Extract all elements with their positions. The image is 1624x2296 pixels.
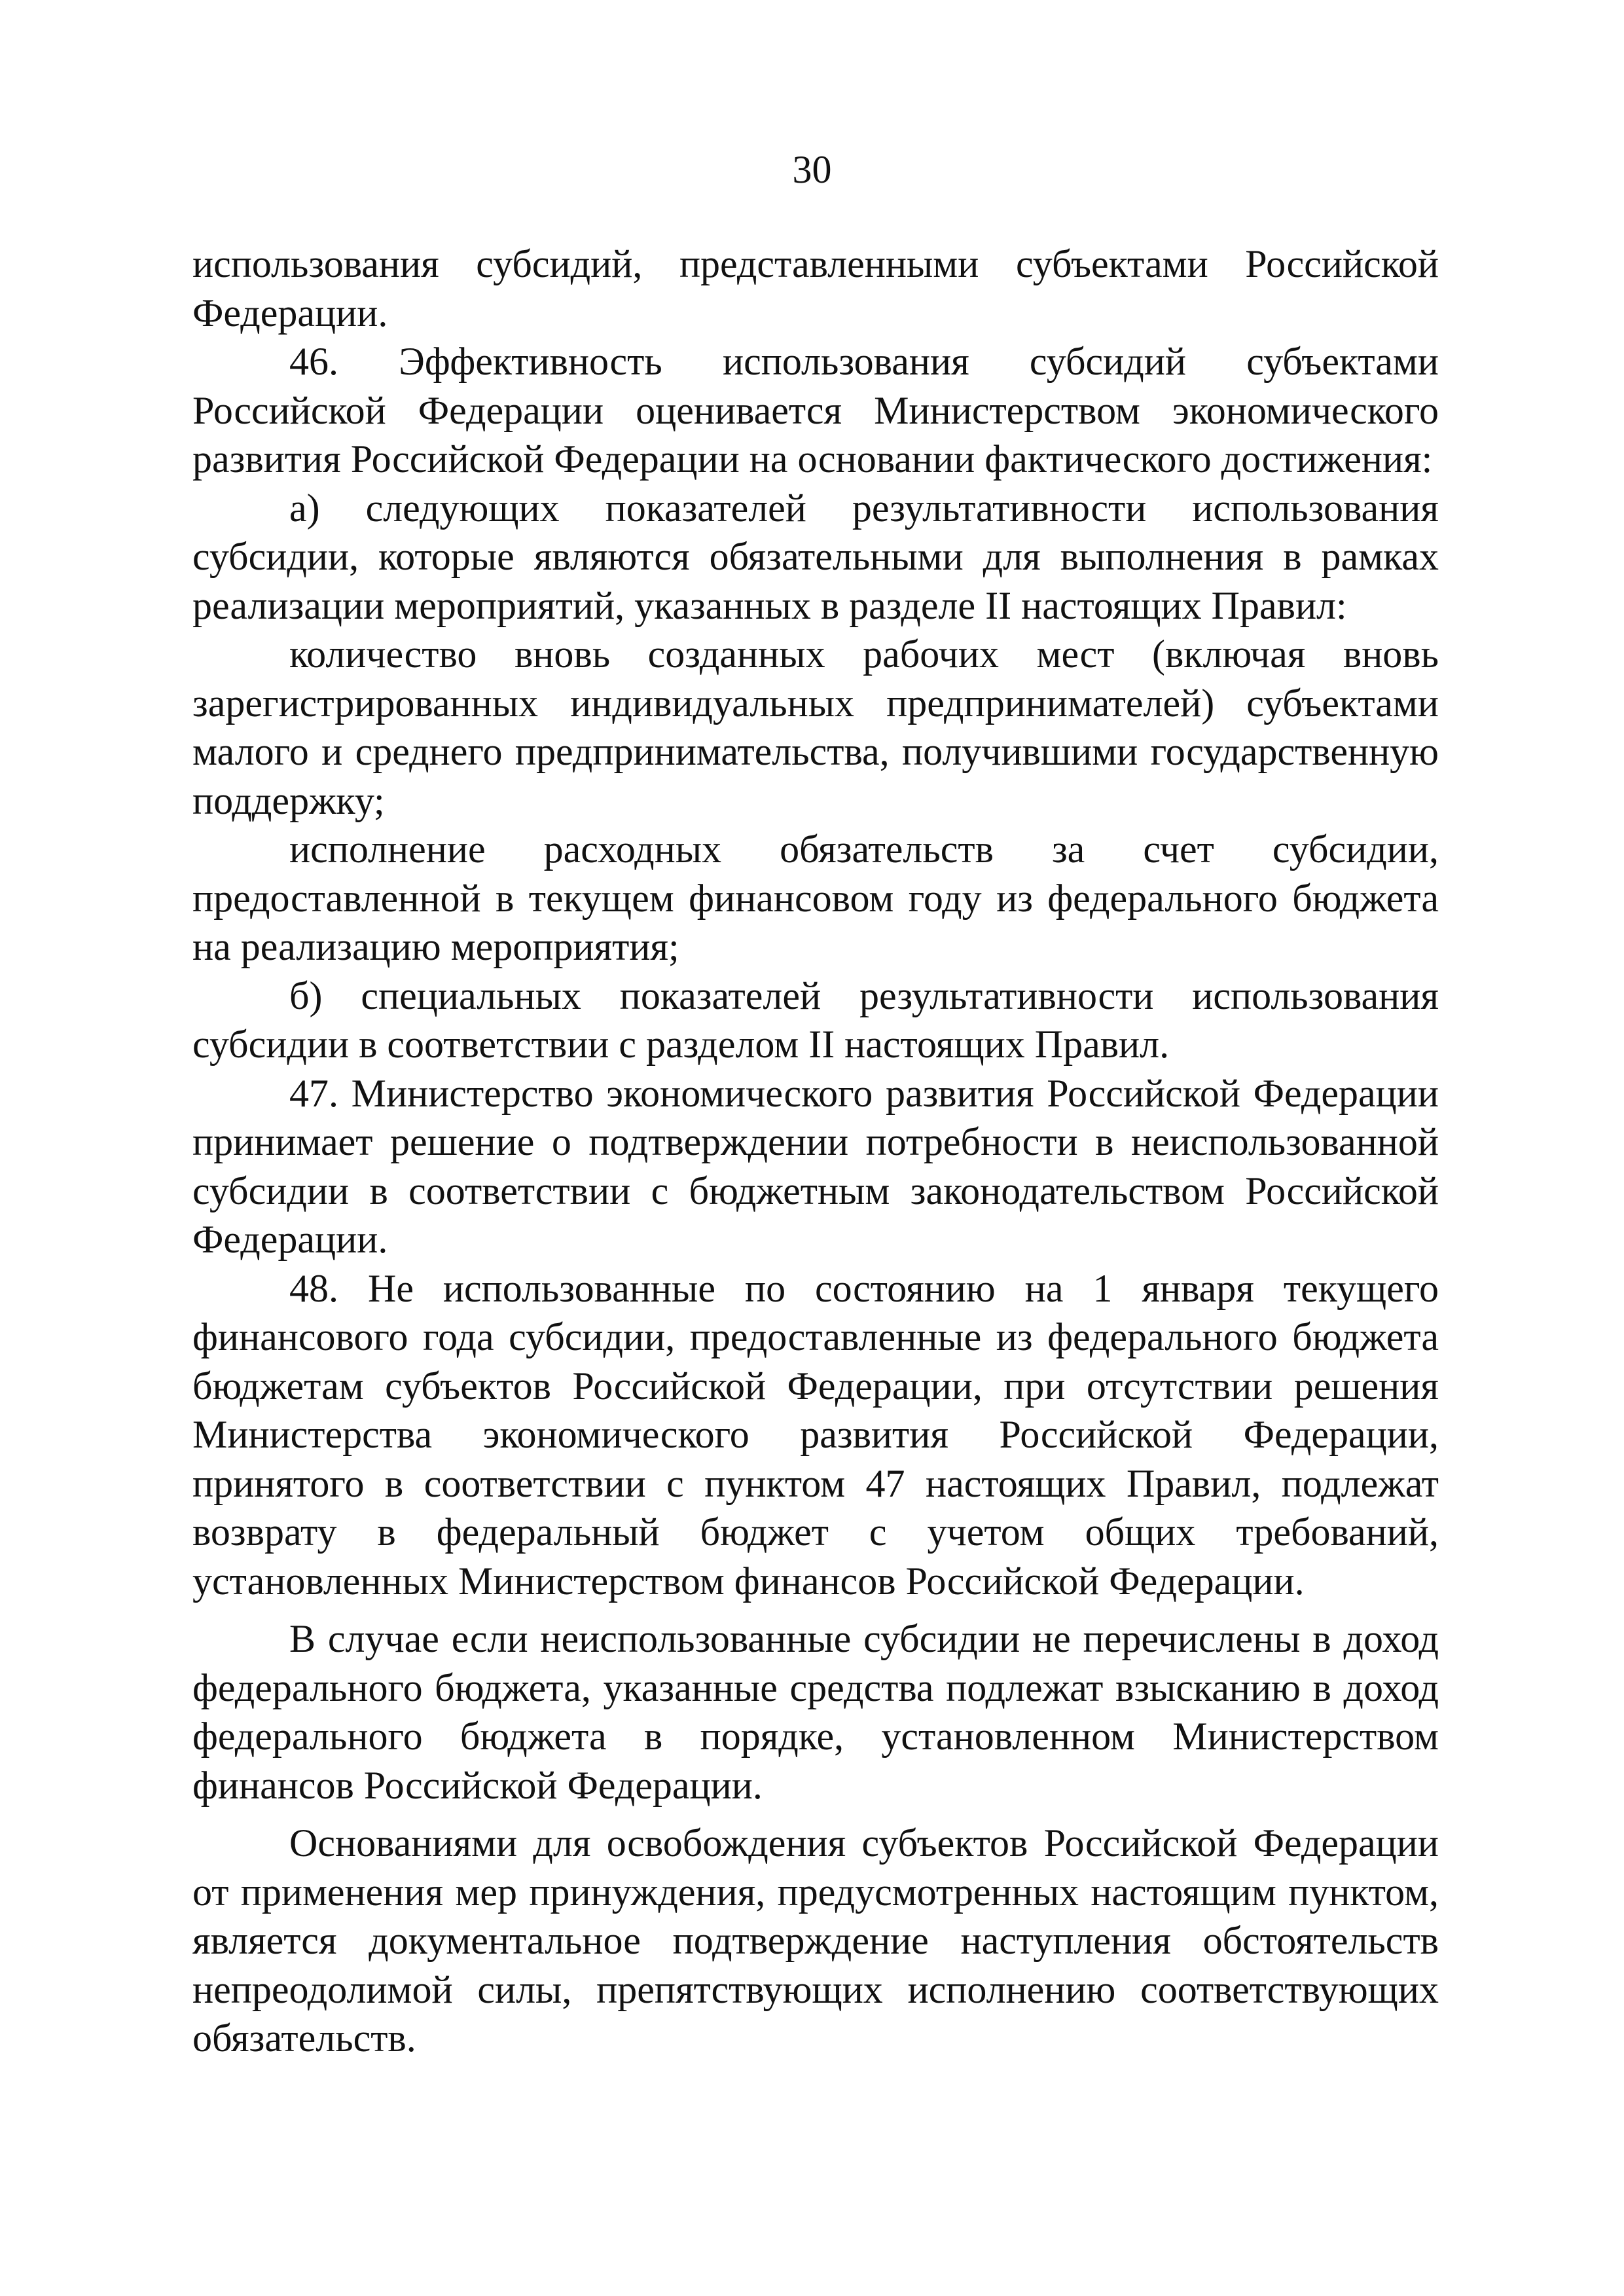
paragraph-item-47: 47. Министерство экономического развития Российской Федерации принимает решение о подтверждении потребности в неиспользованной субсидии в соответствии с бюджетным законодательством Российской Федерации.	[192, 1071, 1439, 1261]
paragraph-force-majeure: Основаниями для освобождения субъектов Российской Федерации от применения мер принуждения, предусмотренных настоящим пунктом, является документальное подтверждение наступления обстоятельств непреодолимой силы, препятствующих исполнению соответствующих обязательств.	[192, 1821, 1439, 2060]
paragraph-subitem-b: б) специальных показателей результативности использования субсидии в соответствии с разделом II настоящих Правил.	[192, 974, 1439, 1066]
paragraph-item-48: 48. Не использованные по состоянию на 1 января текущего финансового года субсидии, предоставленные из федерального бюджета бюджетам субъектов Российской Федерации, при отсутствии решения Министерства экономического развития Российской Федерации, принятого в соответствии с пунктом 47 настоящих Правил, подлежат возврату в федеральный бюджет с учетом общих требований, установленных Министерством финансов Российской Федерации.	[192, 1266, 1439, 1603]
page-number: 30	[792, 148, 832, 191]
paragraph-indicator-jobs: количество вновь созданных рабочих мест (включая вновь зарегистрированных индивидуальных предпринимателей) субъектами малого и среднего предпринимательства, получившими государственную поддержку;	[192, 632, 1439, 822]
paragraph-subitem-a: а) следующих показателей результативности использования субсидии, которые являются обязательными для выполнения в рамках реализации мероприятий, указанных в разделе II настоящих Правил:	[192, 486, 1439, 627]
paragraph-recovery: В случае если неиспользованные субсидии не перечислены в доход федерального бюджета, указанные средства подлежат взысканию в доход федерального бюджета в порядке, установленном Министерством финансов Российской Федерации.	[192, 1617, 1439, 1807]
paragraph-item-46: 46. Эффективность использования субсидий субъектами Российской Федерации оценивается Министерством экономического развития Российской Федерации на основании фактического достижения:	[192, 340, 1439, 481]
paragraph-indicator-obligations: исполнение расходных обязательств за счет субсидии, предоставленной в текущем финансовом году из федерального бюджета на реализацию мероприятия;	[192, 828, 1439, 968]
paragraph-continuation: использования субсидий, представленными субъектами Российской Федерации.	[192, 242, 1439, 335]
document-body	[192, 240, 1439, 2063]
